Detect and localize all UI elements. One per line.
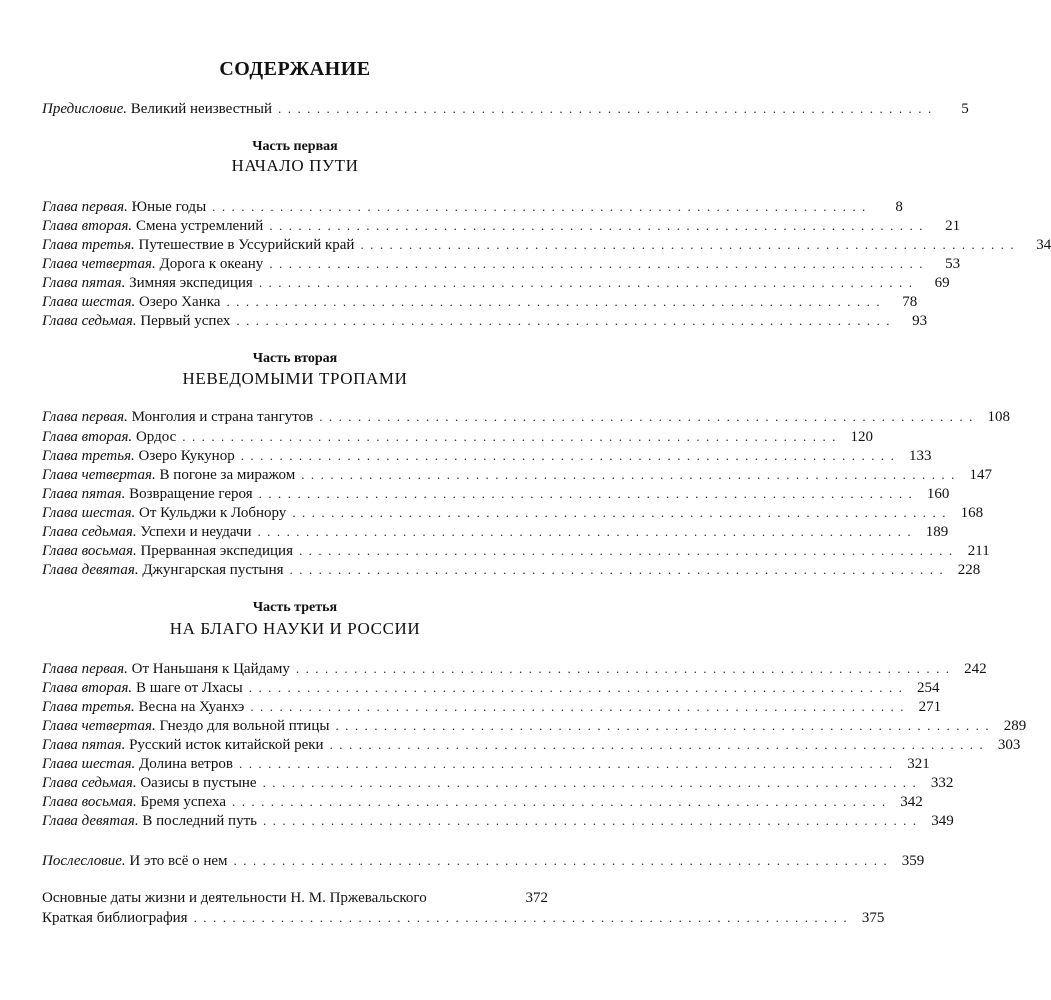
part-label: Часть третья bbox=[252, 600, 338, 615]
toc-entry[interactable] bbox=[42, 427, 873, 446]
entry-page: 5 bbox=[961, 101, 969, 117]
entry-page: 189 bbox=[925, 524, 949, 540]
toc-entry[interactable] bbox=[42, 678, 940, 697]
entry-page: 211 bbox=[967, 543, 990, 559]
entry-label: Глава третья. bbox=[42, 699, 135, 715]
toc-entry[interactable] bbox=[42, 792, 923, 811]
entry-page: 375 bbox=[861, 910, 885, 926]
part-name: НАЧАЛО ПУТИ bbox=[231, 156, 359, 175]
entry-title: Юные годы bbox=[127, 199, 207, 215]
entry-page: 108 bbox=[987, 409, 1010, 425]
leader-dots: . . . . . . . . . . . . . . . . . . . . . . . . . . . . . . . . . . . . . . . . . . . . . . . . . . . . . . . . . . . . . . . . . . . . bbox=[239, 756, 894, 771]
leader-dots: . . . . . . . . . . . . . . . . . . . . . . . . . . . . . . . . . . . . . . . . . . . . . . . . . . . . . . . . . . . . . . . . . . . . bbox=[278, 101, 933, 116]
toc-entry[interactable] bbox=[42, 659, 987, 678]
leader-dots: . . . . . . . . . . . . . . . . . . . . . . . . . . . . . . . . . . . . . . . . . . . . . . . . . . . . . . . . . . . . . . . . . . . . bbox=[295, 661, 951, 676]
entry-page: 120 bbox=[850, 429, 873, 445]
toc-entry[interactable] bbox=[42, 311, 928, 330]
entry-label: Глава первая. bbox=[42, 409, 128, 425]
entry-page: 53 bbox=[945, 256, 961, 272]
entry-label: Глава пятая. bbox=[42, 737, 126, 753]
leader-dots: . . . . . . . . . . . . . . . . . . . . . . . . . . . . . . . . . . . . . . . . . . . . . . . . . . . . . . . . . . . . . . . . . . . . bbox=[298, 543, 954, 558]
entry-title: Возвращение героя bbox=[125, 486, 253, 502]
entry-title: Основные даты жизни и деятельности Н. М. Пржевальского bbox=[42, 890, 427, 906]
entry-label: Глава первая. bbox=[42, 199, 128, 215]
toc-entry[interactable] bbox=[42, 235, 1051, 254]
toc-entry[interactable] bbox=[42, 273, 950, 292]
toc-entry[interactable] bbox=[42, 541, 990, 560]
entry-title: Бремя успеха bbox=[136, 794, 226, 810]
toc-entry-bibliography[interactable] bbox=[42, 908, 885, 927]
entry-title: В погоне за миражом bbox=[155, 467, 296, 483]
entry-page: 271 bbox=[918, 699, 942, 715]
leader-dots: . . . . . . . . . . . . . . . . . . . . . . . . . . . . . . . . . . . . . . . . . . . . . . . . . . . . . . . . . . . . . . . . . . . . bbox=[193, 910, 849, 925]
toc-entry[interactable] bbox=[42, 197, 903, 216]
entry-label: Глава первая. bbox=[42, 661, 128, 677]
entry-label: Глава седьмая. bbox=[42, 524, 137, 540]
entry-title: В последний путь bbox=[138, 813, 257, 829]
entry-page: 332 bbox=[930, 775, 954, 791]
entry-page: 8 bbox=[895, 199, 903, 215]
entry-label: Глава девятая. bbox=[42, 562, 139, 578]
entry-title: Краткая библиография bbox=[42, 910, 188, 926]
toc-entry[interactable] bbox=[42, 560, 981, 579]
entry-label: Глава седьмая. bbox=[42, 775, 137, 791]
entry-page: 289 bbox=[1003, 718, 1027, 734]
entry-page: 34 bbox=[1036, 237, 1051, 253]
entry-title: Первый успех bbox=[136, 313, 231, 329]
toc-entry[interactable] bbox=[42, 735, 1021, 754]
entry-title: Успехи и неудачи bbox=[136, 524, 252, 540]
leader-dots: . . . . . . . . . . . . . . . . . . . . . . . . . . . . . . . . . . . . . . . . . . . . . . . . . . . . . . . . . . . . . . . . . . . . bbox=[262, 775, 918, 790]
entry-label: Глава шестая. bbox=[42, 756, 136, 772]
leader-dots: . . . . . . . . . . . . . . . . . . . . . . . . . . . . . . . . . . . . . . . . . . . . . . . . . . . . . . . . . . . . . . . . . . . . bbox=[250, 699, 906, 714]
leader-dots: . . . . . . . . . . . . . . . . . . . . . . . . . . . . . . . . . . . . . . . . . . . . . . . . . . . . . . . . . . . . . . . . . . . . bbox=[257, 524, 913, 539]
part-label: Часть вторая bbox=[252, 351, 338, 366]
entry-label: Глава вторая. bbox=[42, 429, 133, 445]
entry-page: 342 bbox=[900, 794, 923, 810]
leader-dots: . . . . . . . . . . . . . . . . . . . . . . . . . . . . . . . . . . . . . . . . . . . . . . . . . . . . . . . . . . . . . . . . . . . . bbox=[248, 680, 904, 695]
entry-page: 349 bbox=[931, 813, 954, 829]
entry-label: Глава восьмая. bbox=[42, 543, 137, 559]
toc-entry[interactable] bbox=[42, 716, 1027, 735]
entry-page: 168 bbox=[960, 505, 984, 521]
entry-page: 21 bbox=[945, 218, 961, 234]
entry-title: Монголия и страна тангутов bbox=[127, 409, 314, 425]
entry-title: Долина ветров bbox=[135, 756, 234, 772]
leader-dots: . . . . . . . . . . . . . . . . . . . . . . . . . . . . . . . . . . . . . . . . . . . . . . . . . . . . . . . . . . . . . . . . . . . . bbox=[226, 294, 882, 309]
entry-title: Великий неизвестный bbox=[127, 101, 273, 117]
entry-label: Глава вторая. bbox=[42, 680, 133, 696]
entry-title: Зимняя экспедиция bbox=[125, 275, 253, 291]
entry-page: 254 bbox=[917, 680, 940, 696]
entry-title: В шаге от Лхасы bbox=[132, 680, 243, 696]
entry-title: От Наньшаня к Цайдаму bbox=[127, 661, 290, 677]
leader-dots: . . . . . . . . . . . . . . . . . . . . . . . . . . . . . . . . . . . . . . . . . . . . . . . . . . . . . . . . . . . . . . . . . . . . bbox=[232, 794, 887, 809]
leader-dots: . . . . . . . . . . . . . . . . . . . . . . . . . . . . . . . . . . . . . . . . . . . . . . . . . . . . . . . . . . . . . . . . . . . . bbox=[236, 313, 892, 328]
leader-dots: . . . . . . . . . . . . . . . . . . . . . . . . . . . . . . . . . . . . . . . . . . . . . . . . . . . . . . . . . . . . . . . . . . . . bbox=[258, 275, 914, 290]
page-title: СОДЕРЖАНИЕ bbox=[219, 58, 371, 80]
entry-title: Озеро Кукунор bbox=[134, 448, 235, 464]
entry-page: 321 bbox=[907, 756, 930, 772]
leader-dots: . . . . . . . . . . . . . . . . . . . . . . . . . . . . . . . . . . . . . . . . . . . . . . . . . . . . . . . . . . . . . . . . . . . . bbox=[258, 486, 914, 501]
entry-title: Русский исток китайской реки bbox=[125, 737, 324, 753]
leader-dots: . . . . . . . . . . . . . . . . . . . . . . . . . . . . . . . . . . . . . . . . . . . . . . . . . . . . . . . . . . . . . . . . . . . . bbox=[360, 237, 1016, 252]
toc-entry[interactable] bbox=[42, 465, 992, 484]
entry-label: Глава вторая. bbox=[42, 218, 133, 234]
toc-entry[interactable] bbox=[42, 254, 961, 273]
toc-entry[interactable] bbox=[42, 216, 961, 235]
entry-page: 228 bbox=[957, 562, 981, 578]
entry-label: Глава седьмая. bbox=[42, 313, 137, 329]
leader-dots: . . . . . . . . . . . . . . . . . . . . . . . . . . . . . . . . . . . . . . . . . . . . . . . . . . . . . . . . . . . . . . . . . . . . bbox=[262, 813, 918, 828]
leader-dots: . . . . . . . . . . . . . . . . . . . . . . . . . . . . . . . . . . . . . . . . . . . . . . . . . . . . . . . . . . . . . . . . . . . . bbox=[182, 429, 837, 444]
entry-label: Глава восьмая. bbox=[42, 794, 137, 810]
entry-page: 372 bbox=[525, 890, 548, 906]
entry-page: 93 bbox=[912, 313, 928, 329]
toc-entry[interactable] bbox=[42, 697, 942, 716]
entry-page: 242 bbox=[964, 661, 987, 677]
entry-label: Глава третья. bbox=[42, 448, 135, 464]
entry-title: Прерванная экспедиция bbox=[136, 543, 293, 559]
entry-label: Глава шестая. bbox=[42, 505, 136, 521]
leader-dots: . . . . . . . . . . . . . . . . . . . . . . . . . . . . . . . . . . . . . . . . . . . . . . . . . . . . . . . . . . . . . . . . . . . . bbox=[212, 199, 867, 214]
leader-dots: . . . . . . . . . . . . . . . . . . . . . . . . . . . . . . . . . . . . . . . . . . . . . . . . . . . . . . . . . . . . . . . . . . . . bbox=[301, 467, 956, 482]
entry-label: Глава четвертая. bbox=[42, 256, 156, 272]
entry-title: Смена устремлений bbox=[132, 218, 264, 234]
entry-page: 303 bbox=[997, 737, 1021, 753]
entry-page: 147 bbox=[969, 467, 992, 483]
leader-dots: . . . . . . . . . . . . . . . . . . . . . . . . . . . . . . . . . . . . . . . . . . . . . . . . . . . . . . . . . . . . . . . . . . . . bbox=[329, 737, 985, 752]
entry-page: 160 bbox=[926, 486, 950, 502]
leader-dots: . . . . . . . . . . . . . . . . . . . . . . . . . . . . . . . . . . . . . . . . . . . . . . . . . . . . . . . . . . . . . . . . . . . . bbox=[292, 505, 948, 520]
toc-entry[interactable] bbox=[42, 292, 918, 311]
toc-entry-dates[interactable] bbox=[42, 889, 548, 908]
entry-title: От Кульджи к Лобнору bbox=[135, 505, 287, 521]
entry-label: Глава пятая. bbox=[42, 275, 126, 291]
entry-label: Глава шестая. bbox=[42, 294, 136, 310]
entry-label: Предисловие. bbox=[42, 101, 128, 117]
entry-title: Путешествие в Уссурийский край bbox=[134, 237, 355, 253]
entry-page: 78 bbox=[902, 294, 918, 310]
part-name: НЕВЕДОМЫМИ ТРОПАМИ bbox=[182, 369, 408, 388]
entry-label: Глава пятая. bbox=[42, 486, 126, 502]
entry-label: Глава четвертая. bbox=[42, 718, 156, 734]
toc-entry-preface[interactable] bbox=[42, 99, 969, 118]
leader-dots: . . . . . . . . . . . . . . . . . . . . . . . . . . . . . . . . . . . . . . . . . . . . . . . . . . . . . . . . . . . . . . . . . . . . bbox=[289, 562, 945, 577]
entry-title: Гнездо для вольной птицы bbox=[155, 718, 330, 734]
entry-page: 359 bbox=[901, 853, 925, 869]
entry-title: Озеро Ханка bbox=[135, 294, 221, 310]
entry-page: 133 bbox=[908, 448, 932, 464]
leader-dots: . . . . . . . . . . . . . . . . . . . . . . . . . . . . . . . . . . . . . . . . . . . . . . . . . . . . . . . . . . . . . . . . . . . . bbox=[335, 718, 991, 733]
leader-dots: . . . . . . . . . . . . . . . . . . . . . . . . . . . . . . . . . . . . . . . . . . . . . . . . . . . . . . . . . . . . . . . . . . . . bbox=[233, 853, 889, 868]
part-label: Часть первая bbox=[252, 139, 338, 154]
part-name: НА БЛАГО НАУКИ И РОССИИ bbox=[169, 619, 421, 638]
entry-label: Глава третья. bbox=[42, 237, 135, 253]
leader-dots: . . . . . . . . . . . . . . . . . . . . . . . . . . . . . . . . . . . . . . . . . . . . . . . . . . . . . . . . . . . . . . . . . . . . bbox=[240, 448, 896, 463]
leader-dots: . . . . . . . . . . . . . . . . . . . . . . . . . . . . . . . . . . . . . . . . . . . . . . . . . . . . . . . . . . . . . . . . . . . . bbox=[269, 218, 925, 233]
leader-dots: . . . . . . . . . . . . . . . . . . . . . . . . . . . . . . . . . . . . . . . . . . . . . . . . . . . . . . . . . . . . . . . . . . . . bbox=[319, 409, 974, 424]
toc-entry[interactable] bbox=[42, 522, 949, 541]
entry-title: Весна на Хуанхэ bbox=[134, 699, 245, 715]
entry-title: Джунгарская пустыня bbox=[138, 562, 284, 578]
leader-dots: . . . . . . . . . . . . . . . . . . . . . . . . . . . . . . . . . . . . . . . . . . . . . . . . . . . . . . . . . . . . . . . . . . . . bbox=[269, 256, 925, 271]
toc-entry[interactable] bbox=[42, 754, 930, 773]
entry-page: 69 bbox=[934, 275, 950, 291]
entry-label: Послесловие. bbox=[42, 853, 126, 869]
toc-entry[interactable] bbox=[42, 484, 950, 503]
entry-title: И это всё о нем bbox=[125, 853, 228, 869]
toc-entry[interactable] bbox=[42, 446, 932, 465]
entry-label: Глава четвертая. bbox=[42, 467, 156, 483]
entry-label: Глава девятая. bbox=[42, 813, 139, 829]
toc-entry-afterword[interactable] bbox=[42, 851, 925, 870]
toc-entry[interactable] bbox=[42, 773, 954, 792]
entry-title: Оазисы в пустыне bbox=[136, 775, 257, 791]
toc-entry[interactable] bbox=[42, 811, 954, 830]
entry-title: Дорога к океану bbox=[155, 256, 264, 272]
toc-entry[interactable] bbox=[42, 407, 1010, 426]
entry-title: Ордос bbox=[132, 429, 177, 445]
toc-entry[interactable] bbox=[42, 503, 984, 522]
